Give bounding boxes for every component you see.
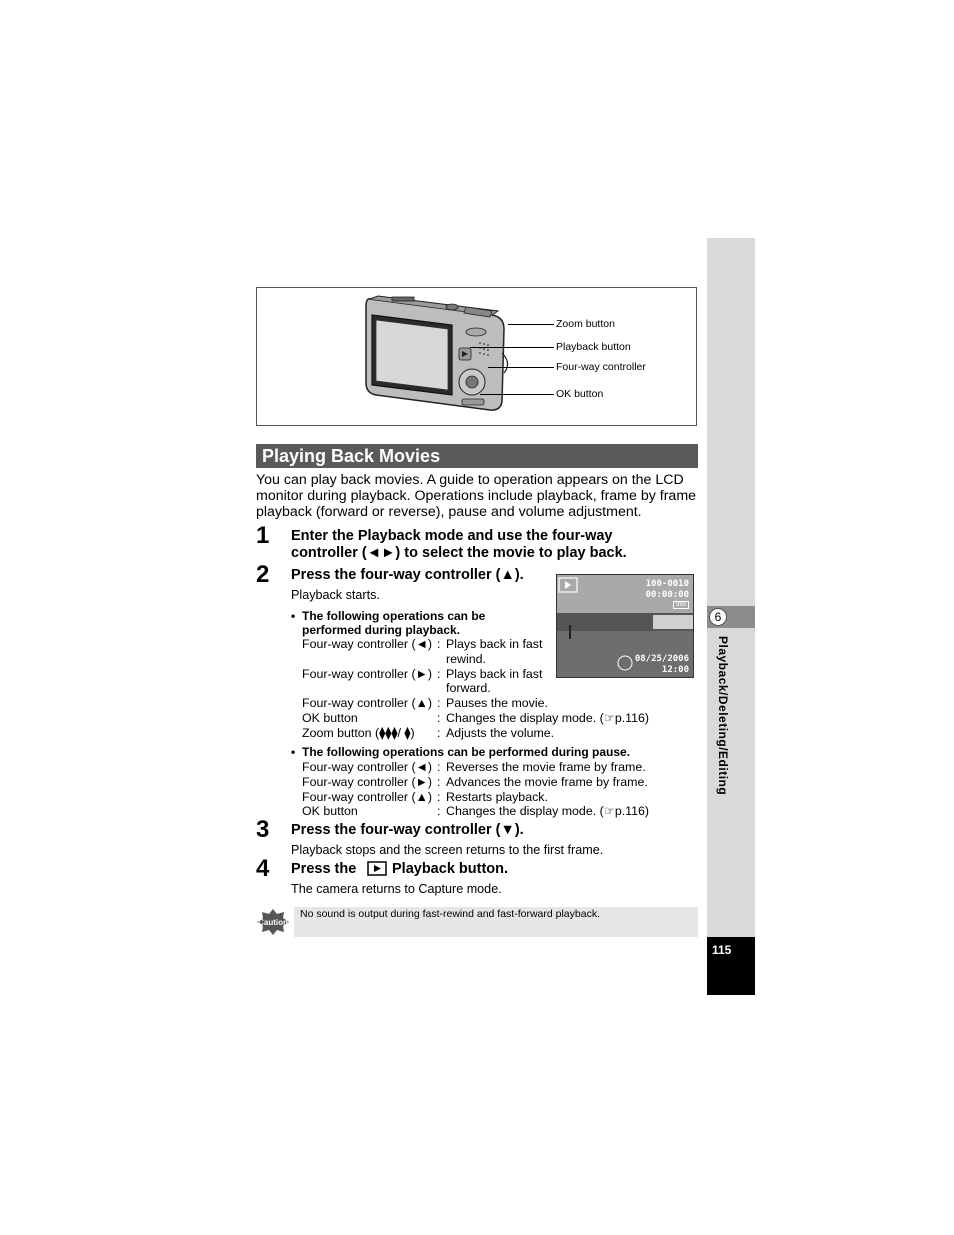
camera-illustration — [362, 293, 512, 413]
pause-ops-table — [302, 760, 649, 819]
playback-icon — [367, 861, 387, 876]
step-2-title: Press the four-way controller (▲). — [291, 567, 524, 583]
step-2-body: Playback starts. — [291, 588, 380, 602]
table-row: forward. — [446, 681, 491, 696]
step-3-number: 3 — [256, 816, 270, 843]
lcd-battery-icon: 999 — [673, 601, 689, 609]
playback-ops-table — [302, 637, 649, 741]
pause-ops-bullet: • — [291, 745, 296, 759]
playback-callout-line — [470, 347, 554, 348]
table-row: Four-way controller (►) : Plays back in fast — [302, 666, 543, 681]
table-row: Four-way controller (▲) : Pauses the movie. — [302, 696, 548, 711]
caution-text: No sound is output during fast-rewind and fast-forward playback. — [300, 908, 600, 920]
caution-icon-label: Caution — [258, 918, 288, 927]
chapter-number: 6 — [709, 608, 727, 626]
table-row: OK button : Changes the display mode. (☞p.116) — [302, 804, 650, 819]
lcd-clock: 12:00 — [661, 665, 689, 675]
caution-icon — [256, 908, 290, 936]
step-4-title-b: Playback button. — [392, 861, 509, 877]
step-1-line-1: Enter the Playback mode and use the four-way — [291, 528, 613, 544]
step-2-number: 2 — [256, 561, 270, 588]
table-row: Four-way controller (►) : Advances the movie frame by frame. — [302, 774, 648, 789]
playback-ops-heading-2: performed during playback. — [302, 623, 461, 637]
lcd-recording-time: 00:00:00 — [645, 590, 689, 600]
playback-button-label: Playback button — [556, 341, 631, 353]
table-row: Four-way controller (▲) : Restarts playback. — [302, 789, 548, 804]
step-3-body: Playback stops and the screen returns to the first frame. — [291, 843, 604, 857]
table-row: Zoom button (⧫⧫⧫/ ⧫) : Adjusts the volume. — [302, 725, 555, 740]
zoom-callout-line — [508, 324, 554, 325]
playback-ops-bullet: • — [291, 609, 296, 623]
lcd-folder-number: 100-0010 — [645, 579, 689, 589]
playback-ops-heading-1: The following operations can be — [302, 609, 486, 623]
step-1-number: 1 — [256, 522, 270, 549]
pause-ops-heading: The following operations can be performed during pause. — [302, 745, 631, 759]
table-row: Four-way controller (◄) : Reverses the movie frame by frame. — [302, 760, 646, 774]
table-row: Four-way controller (◄) : Plays back in fast — [302, 637, 543, 651]
fourway-callout-line — [488, 367, 554, 368]
section-title: Playing Back Movies — [262, 446, 441, 466]
four-way-controller-label: Four-way controller — [556, 361, 646, 373]
step-3-title: Press the four-way controller (▼). — [291, 822, 524, 838]
page-number: 115 — [712, 943, 732, 957]
step-1-line-2: controller (◄►) to select the movie to play back. — [291, 545, 627, 561]
step-4-body: The camera returns to Capture mode. — [291, 882, 502, 896]
ok-callout-line — [480, 394, 554, 395]
step-4-title-a: Press the — [291, 861, 357, 877]
step-4-number: 4 — [256, 855, 270, 882]
zoom-button-label: Zoom button — [556, 318, 615, 330]
chapter-tab — [707, 238, 755, 938]
table-row: rewind. — [446, 651, 486, 666]
lcd-date: 08/25/2006 — [634, 654, 689, 664]
table-row: OK button : Changes the display mode. (☞p.116) — [302, 710, 650, 725]
ok-button-label: OK button — [556, 388, 604, 400]
intro-paragraph: You can play back movies. A guide to operation appears on the LCD monitor during playback. Operations include playback, frame by frame playback (forward or reverse), pause and volume adjustment. — [256, 472, 697, 520]
chapter-title: Playback/Deleting/Editing — [716, 636, 730, 796]
